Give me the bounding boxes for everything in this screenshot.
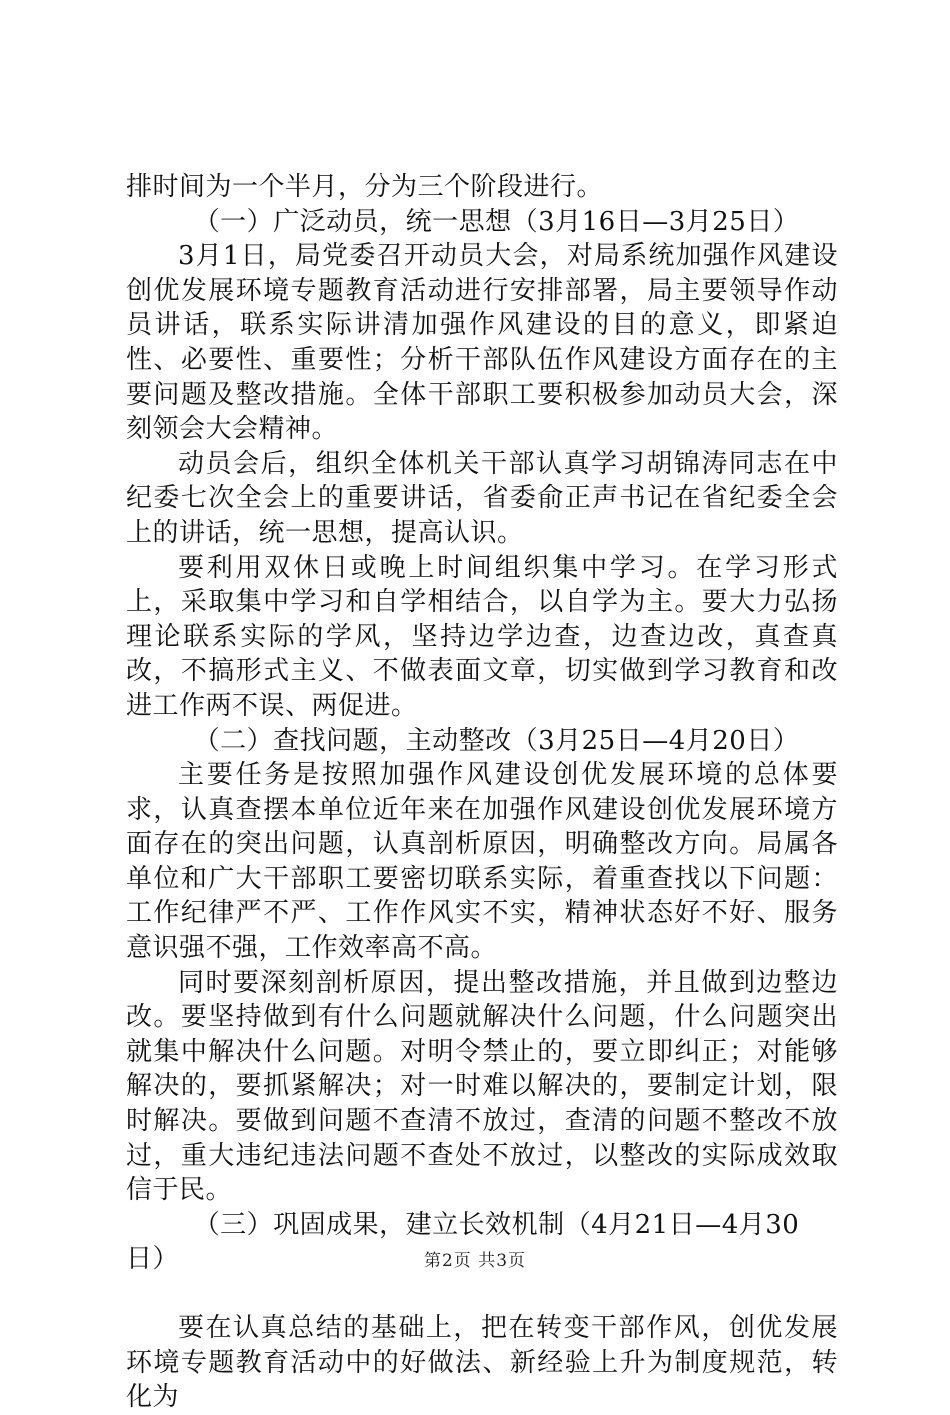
paragraph-rectification: 同时要深刻剖析原因，提出整改措施，并且做到边整边改。要坚持做到有什么问题就解决什么问题，什么问题突出就集中解决什么问题。对明令禁止的，要立即纠正；对能够解决的，要抓紧解决；对一时难以解决的，要制定计划，限时解决。要做到问题不查清不放过，查清的问题不整改不放过，重大违纪违法问题不查处不放过，以整改的实际成效取信于民。 xyxy=(126,967,838,1206)
document-body xyxy=(126,170,838,1415)
spacer xyxy=(126,1277,838,1311)
paragraph-study-format: 要利用双休日或晚上时间组织集中学习。在学习形式上，采取集中学习和自学相结合，以自学为主。要大力弘扬理论联系实际的学风，坚持边学边查，边查边改，真查真改，不搞形式主义、不做表面文章，切实做到学习教育和改进工作两不误、两促进。 xyxy=(126,552,838,721)
paragraph-mobilization-meeting: 3月1日，局党委召开动员大会，对局系统加强作风建设创优发展环境专题教育活动进行安排部署，局主要领导作动员讲话，联系实际讲清加强作风建设的目的意义，即紧迫性、必要性、重要性；分析干部队伍作风建设方面存在的主要问题及整改措施。全体干部职工要积极参加动员大会，深刻领会大会精神。 xyxy=(126,241,838,445)
section-heading-2: （二）查找问题，主动整改（3月25日—4月20日） xyxy=(193,725,800,756)
paragraph-summary: 要在认真总结的基础上，把在转变干部作风，创优发展环境专题教育活动中的好做法、新经验上升为制度规范，转化为 xyxy=(126,1313,838,1413)
paragraph-continuation: 排时间为一个半月，分为三个阶段进行。 xyxy=(126,172,604,202)
section-heading-3: （三）巩固成果，建立长效机制（4月21日—4月30日） xyxy=(126,1209,800,1275)
paragraph-main-tasks: 主要任务是按照加强作风建设创优发展环境的总体要求，认真查摆本单位近年来在加强作风建设创优发展环境方面存在的突出问题，认真剖析原因，明确整改方向。局属各单位和广大干部职工要密切联系实际，着重查找以下问题：工作纪律严不严、工作作风实不实，精神状态好不好、服务意识强不强，工作效率高不高。 xyxy=(126,760,838,964)
paragraph-study-speech: 动员会后，组织全体机关干部认真学习胡锦涛同志在中纪委七次全会上的重要讲话，省委俞正声书记在省纪委全会上的讲话，统一思想，提高认识。 xyxy=(126,448,838,548)
page-number: 第2页 共3页 xyxy=(423,1251,527,1271)
section-heading-1: （一）广泛动员，统一思想（3月16日—3月25日） xyxy=(193,206,800,237)
